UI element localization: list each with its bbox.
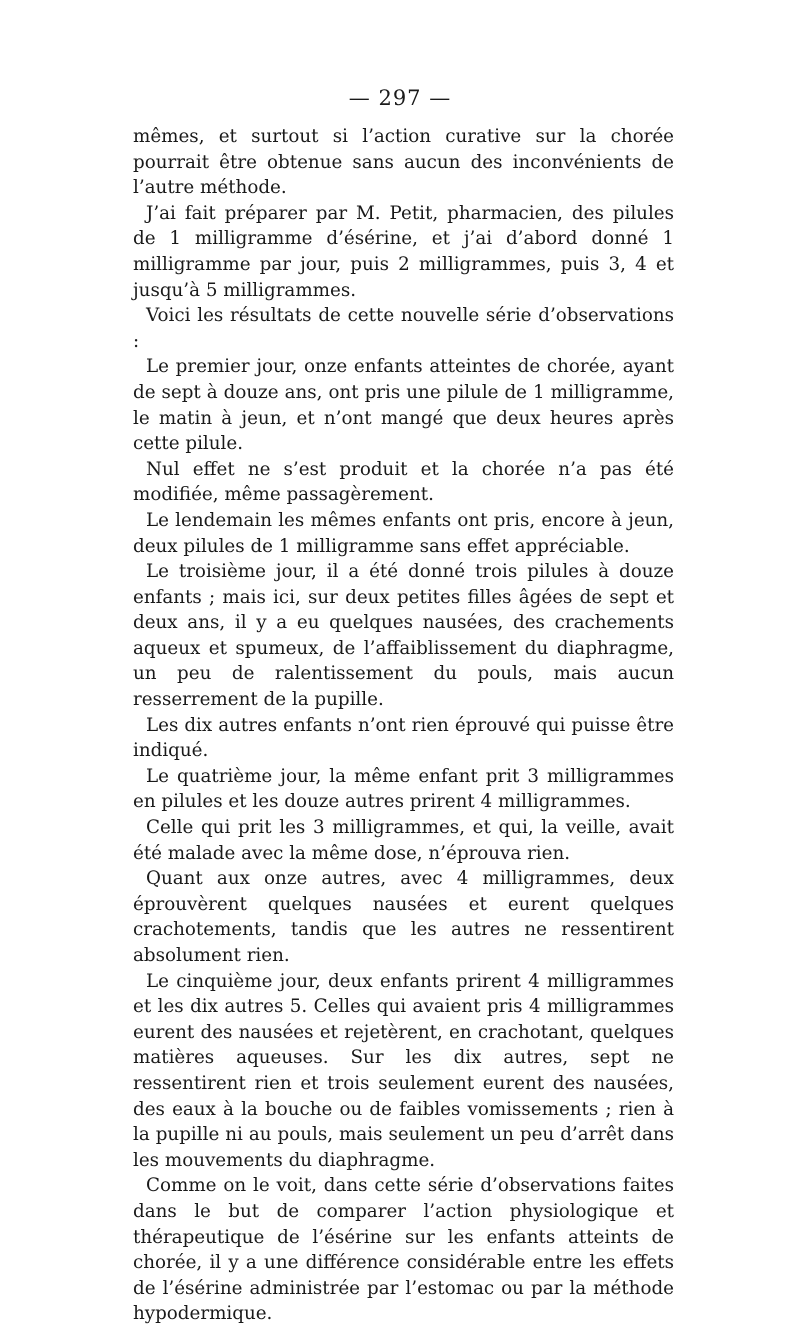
paragraph-6: Le lendemain les mêmes enfants ont pris, encore à jeun, deux pilules de 1 milligramme sans effet appréciable. [133,509,674,557]
paragraph-8: Les dix autres enfants n’ont rien éprouvé qui puisse être indiqué. [133,714,674,762]
page-number: — 297 — [348,86,452,110]
paragraph-10: Celle qui prit les 3 milligrammes, et qui, la veille, avait été malade avec la même dose, n’éprouva rien. [133,817,674,864]
paragraph-12: Le cinquième jour, deux enfants prirent 4 milligrammes et les dix autres 5. Celles qui avaient pris 4 milligrammes eurent des nausées et rejetèrent, en crachotant, quelques matières aqueuses. Sur les dix autres, sept ne ressentirent rien et trois seulement eurent des nausées, des eaux à la bouche ou de faibles vomissements ; rien à la pupille ni au pouls, mais seulement un peu d’arrêt dans les mouvements du diaphragme. [133,970,674,1171]
paragraph-4: Le premier jour, onze enfants atteintes de chorée, ayant de sept à douze ans, ont pris une pilule de 1 milligramme, le matin à jeun, et n’ont mangé que deux heures après cette pilule. [133,356,674,455]
paragraph-11: Quant aux onze autres, avec 4 milligrammes, deux éprouvèrent quelques nausées et eurent quelques crachotements, tandis que les autres ne ressentirent absolument rien. [133,868,674,966]
body-text [133,124,674,1327]
paragraph-5: Nul effet ne s’est produit et la chorée n’a pas été modifiée, même passagèrement. [133,458,674,506]
paragraph-13: Comme on le voit, dans cette série d’observations faites dans le but de comparer l’action physiologique et thérapeutique de l’ésérine sur les enfants atteints de chorée, il y a une différence considérable entre les effets de l’ésérine administrée par l’estomac ou par la méthode hypodermique. [133,1175,674,1325]
paragraph-3: Voici les résultats de cette nouvelle série d’observations : [133,305,674,352]
paragraph-9: Le quatrième jour, la même enfant prit 3 milligrammes en pilules et les douze autres prirent 4 milligrammes. [133,765,674,813]
paragraph-1: mêmes, et surtout si l’action curative sur la chorée pourrait être obtenue sans aucun des inconvénients de l’autre méthode. [133,126,674,199]
paragraph-7: Le troisième jour, il a été donné trois pilules à douze enfants ; mais ici, sur deux petites filles âgées de sept et deux ans, il y a eu quelques nausées, des crachements aqueux et spumeux, de l’affaiblissement du diaphragme, un peu de ralentissement du pouls, mais aucun resserrement de la pupille. [133,561,674,711]
paragraph-2: J’ai fait préparer par M. Petit, pharmacien, des pilules de 1 milligramme d’ésérine, et j’ai d’abord donné 1 milligramme par jour, puis 2 milligrammes, puis 3, 4 et jusqu’à 5 milligrammes. [133,202,674,301]
